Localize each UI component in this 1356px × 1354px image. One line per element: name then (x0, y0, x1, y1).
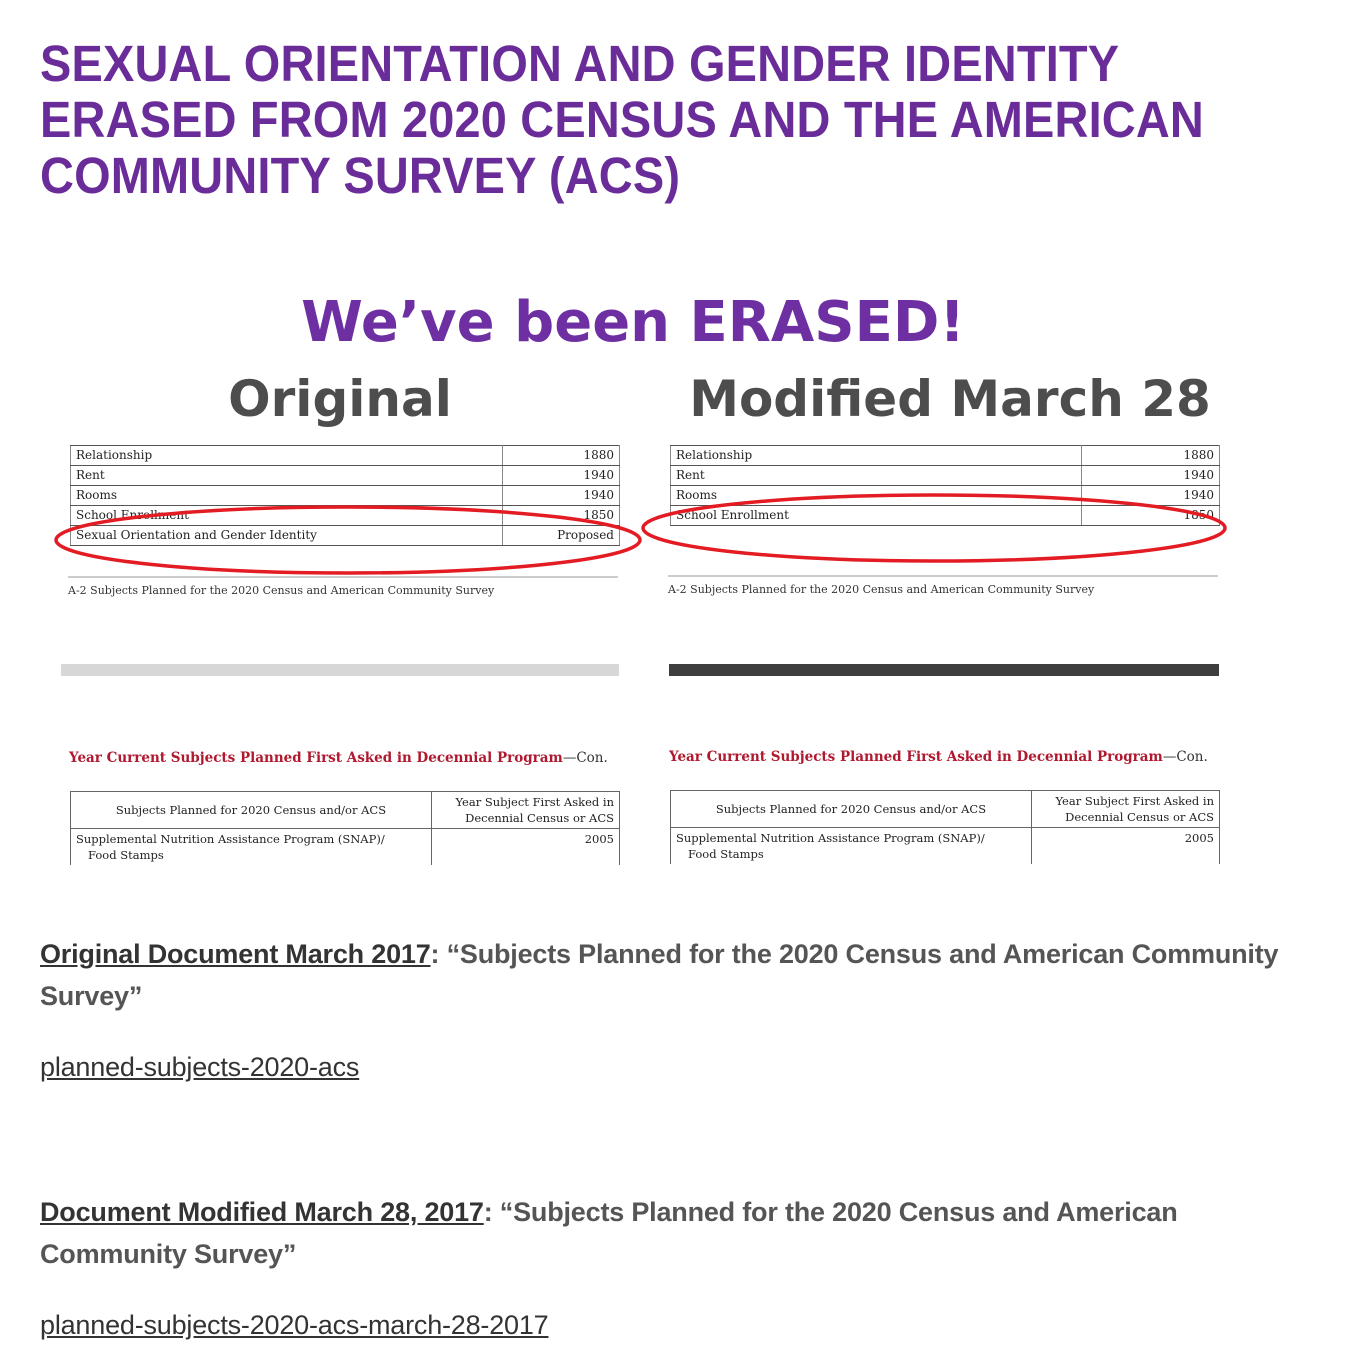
subject-cell: Rooms (71, 486, 503, 506)
year-cell: 1850 (503, 506, 620, 526)
original-document-description: : “Subjects Planned for the 2020 Census and American Community Survey” (40, 939, 1279, 1011)
table-header-row (671, 791, 1220, 828)
section-title-suffix: —Con. (1162, 749, 1208, 765)
highlight-oval-right (640, 490, 1232, 566)
section-title-text: Year Current Subjects Planned First Asked in Decennial Program (669, 749, 1163, 765)
year-cell: 1880 (503, 446, 620, 466)
page-divider-right (669, 664, 1219, 676)
year-cell: 2005 (432, 829, 620, 866)
modified-document-link[interactable]: Document Modified March 28, 2017 (40, 1197, 484, 1227)
section-title-text: Year Current Subjects Planned First Asked in Decennial Program (69, 750, 563, 766)
subjects-subtable-left (70, 791, 620, 865)
subject-line: Supplemental Nutrition Assistance Program (SNAP)/ (676, 831, 985, 845)
subject-cell: Relationship (71, 446, 503, 466)
header-line: Decennial Census or ACS (1065, 810, 1214, 824)
comparison-figure (0, 280, 1356, 880)
highlight-oval-left (52, 502, 644, 578)
subjects-subtable-right (670, 790, 1220, 864)
header-cell: Subjects Planned for 2020 Census and/or ACS (671, 791, 1032, 828)
table-row (71, 829, 620, 866)
original-heading: Original (228, 370, 452, 428)
table-caption-left: A-2 Subjects Planned for the 2020 Census and American Community Survey (68, 576, 618, 597)
modified-document-description: : “Subjects Planned for the 2020 Census and American Community Survey” (40, 1197, 1178, 1269)
header-line: Decennial Census or ACS (465, 811, 614, 825)
subject-cell (671, 828, 1032, 865)
year-cell: 1850 (1082, 506, 1220, 526)
subject-cell: School Enrollment (71, 506, 503, 526)
highlight-ellipse (643, 495, 1225, 561)
table-row (71, 466, 620, 486)
original-document-link[interactable]: Original Document March 2017 (40, 939, 431, 969)
subject-line: Supplemental Nutrition Assistance Program (SNAP)/ (76, 832, 385, 846)
header-line: Year Subject First Asked in (1055, 794, 1214, 808)
page-divider-left (61, 664, 619, 676)
modified-heading: Modified March 28 (689, 370, 1211, 428)
year-cell: 1940 (1082, 466, 1220, 486)
original-document-paragraph (40, 933, 1330, 1017)
table-header-row (71, 792, 620, 829)
original-file-link[interactable]: planned-subjects-2020-acs (40, 1052, 360, 1082)
modified-document-paragraph (40, 1191, 1330, 1275)
section-title-right (669, 749, 1208, 765)
year-cell: 1940 (1082, 486, 1220, 506)
table-row (71, 446, 620, 466)
section-title-left (69, 750, 608, 766)
year-cell: 1940 (503, 466, 620, 486)
year-cell: 2005 (1032, 828, 1220, 865)
table-caption-right: A-2 Subjects Planned for the 2020 Census and American Community Survey (668, 575, 1218, 596)
subject-line: Food Stamps (88, 848, 164, 862)
header-line: Year Subject First Asked in (455, 795, 614, 809)
subject-cell (71, 829, 432, 866)
subject-cell: Relationship (671, 446, 1082, 466)
year-cell: 1940 (503, 486, 620, 506)
header-cell (1032, 791, 1220, 828)
table-row (671, 466, 1220, 486)
modified-file-link[interactable]: planned-subjects-2020-acs-march-28-2017 (40, 1310, 549, 1340)
year-cell: 1880 (1082, 446, 1220, 466)
subject-cell: Rooms (671, 486, 1082, 506)
header-cell: Subjects Planned for 2020 Census and/or ACS (71, 792, 432, 829)
section-title-suffix: —Con. (562, 750, 608, 766)
article-title: SEXUAL ORIENTATION AND GENDER IDENTITY ERASED FROM 2020 CENSUS AND THE AMERICAN COMMUNITY SURVEY (ACS) (40, 35, 1205, 204)
subject-cell: School Enrollment (671, 506, 1082, 526)
table-row (671, 446, 1220, 466)
erased-heading: We’ve been ERASED! (301, 290, 965, 355)
header-cell (432, 792, 620, 829)
subject-cell: Rent (671, 466, 1082, 486)
year-cell: Proposed (503, 526, 620, 546)
highlight-ellipse (56, 507, 640, 573)
table-row (671, 828, 1220, 865)
subject-line: Food Stamps (688, 847, 764, 861)
subject-cell: Sexual Orientation and Gender Identity (71, 526, 503, 546)
subject-cell: Rent (71, 466, 503, 486)
